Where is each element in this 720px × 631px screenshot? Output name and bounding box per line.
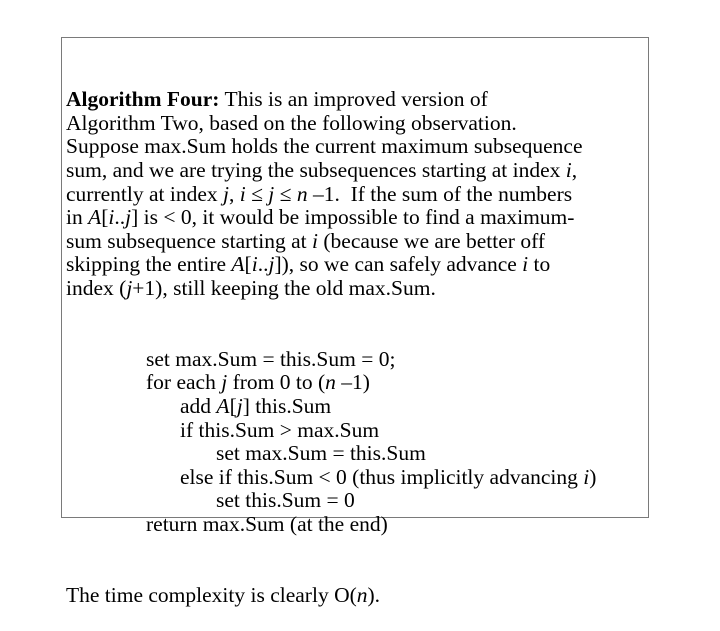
text-run: ≤ — [274, 181, 297, 206]
description-line — [66, 230, 646, 254]
text-run: if this.Sum > max.Sum — [180, 417, 380, 442]
text-run: set max.Sum = this.Sum = 0; — [146, 346, 396, 371]
math-variable: n — [296, 181, 308, 206]
math-variable: i — [565, 157, 572, 182]
text-run: sum, and we are trying the subsequences starting at index — [66, 157, 566, 182]
description-line — [66, 112, 646, 136]
text-run: ). — [367, 582, 381, 607]
text-run: set this.Sum = 0 — [216, 488, 355, 513]
text-run: ] this.Sum — [242, 393, 332, 418]
math-variable: i — [522, 252, 529, 277]
math-variable: n — [356, 582, 368, 607]
math-variable: j — [268, 252, 275, 277]
text-run: for each — [146, 370, 222, 395]
math-variable: i — [108, 205, 115, 230]
math-variable: i — [312, 228, 318, 253]
math-variable: i — [583, 464, 590, 489]
text-run: .. — [114, 205, 126, 230]
description-line — [66, 88, 646, 112]
math-variable: i — [239, 181, 246, 206]
text-run: +1), still keeping the old max.Sum. — [132, 275, 436, 300]
pseudocode-line — [66, 348, 646, 372]
description-line — [66, 277, 646, 301]
pseudocode-line — [66, 489, 646, 513]
text-run: sum subsequence starting at — [66, 228, 313, 253]
math-variable: j — [126, 275, 133, 300]
bold-text: Algorithm Four: — [66, 87, 220, 112]
math-variable: j — [223, 181, 229, 206]
text-run: This is an improved version of — [219, 87, 488, 112]
text-run: .. — [257, 252, 269, 277]
math-variable: i — [251, 252, 258, 277]
description-paragraph — [66, 88, 646, 300]
conclusion-line — [66, 584, 646, 608]
math-variable: j — [125, 205, 132, 230]
description-line — [66, 159, 646, 183]
text-run: –1) — [335, 370, 370, 395]
text-run: return max.Sum (at the end) — [146, 511, 388, 536]
text-run: add — [180, 393, 217, 418]
description-line — [66, 253, 646, 277]
slide-text — [66, 41, 646, 631]
pseudocode-line — [66, 419, 646, 443]
math-variable: j — [236, 393, 243, 418]
pseudocode-line — [66, 395, 646, 419]
conclusion-text — [66, 584, 646, 608]
text-run: [ — [229, 393, 237, 418]
text-run: in — [66, 205, 89, 230]
text-run: (because we are better off — [318, 228, 546, 253]
text-run: from 0 to ( — [227, 370, 326, 395]
text-run: set max.Sum = this.Sum — [216, 441, 426, 466]
pseudocode-line — [66, 442, 646, 466]
text-run: index ( — [66, 275, 127, 300]
text-run: else if this.Sum < 0 (thus implicitly advancing — [180, 464, 584, 489]
pseudocode-line — [66, 513, 646, 537]
description-line — [66, 135, 646, 159]
text-run: ≤ — [245, 181, 269, 206]
pseudocode-block — [66, 348, 646, 537]
text-run: currently at index — [66, 181, 224, 206]
text-run: ]), so we can safely advance — [274, 252, 523, 277]
text-run: [ — [244, 252, 252, 277]
pseudocode-line — [66, 466, 646, 490]
math-variable: A — [88, 205, 102, 230]
description-line — [66, 206, 646, 230]
text-run: skipping the entire — [66, 252, 232, 277]
math-variable: j — [268, 181, 275, 206]
text-run: ) — [589, 464, 597, 489]
text-run: , — [571, 157, 578, 182]
math-variable: A — [231, 252, 245, 277]
text-run: The time complexity is clearly O( — [66, 582, 357, 607]
pseudocode-line — [66, 371, 646, 395]
text-run: to — [528, 252, 551, 277]
text-run: , — [229, 181, 240, 206]
text-run: Suppose max.Sum holds the current maximum subsequence — [66, 134, 583, 159]
description-line — [66, 183, 646, 207]
math-variable: A — [216, 393, 230, 418]
math-variable: n — [325, 370, 336, 395]
math-variable: j — [221, 370, 228, 395]
text-run: Algorithm Two, based on the following observation. — [66, 110, 517, 135]
text-run: [ — [101, 205, 109, 230]
text-run: –1. If the sum of the numbers — [307, 181, 573, 206]
text-run: ] is < 0, it would be impossible to find a maximum- — [131, 205, 575, 230]
